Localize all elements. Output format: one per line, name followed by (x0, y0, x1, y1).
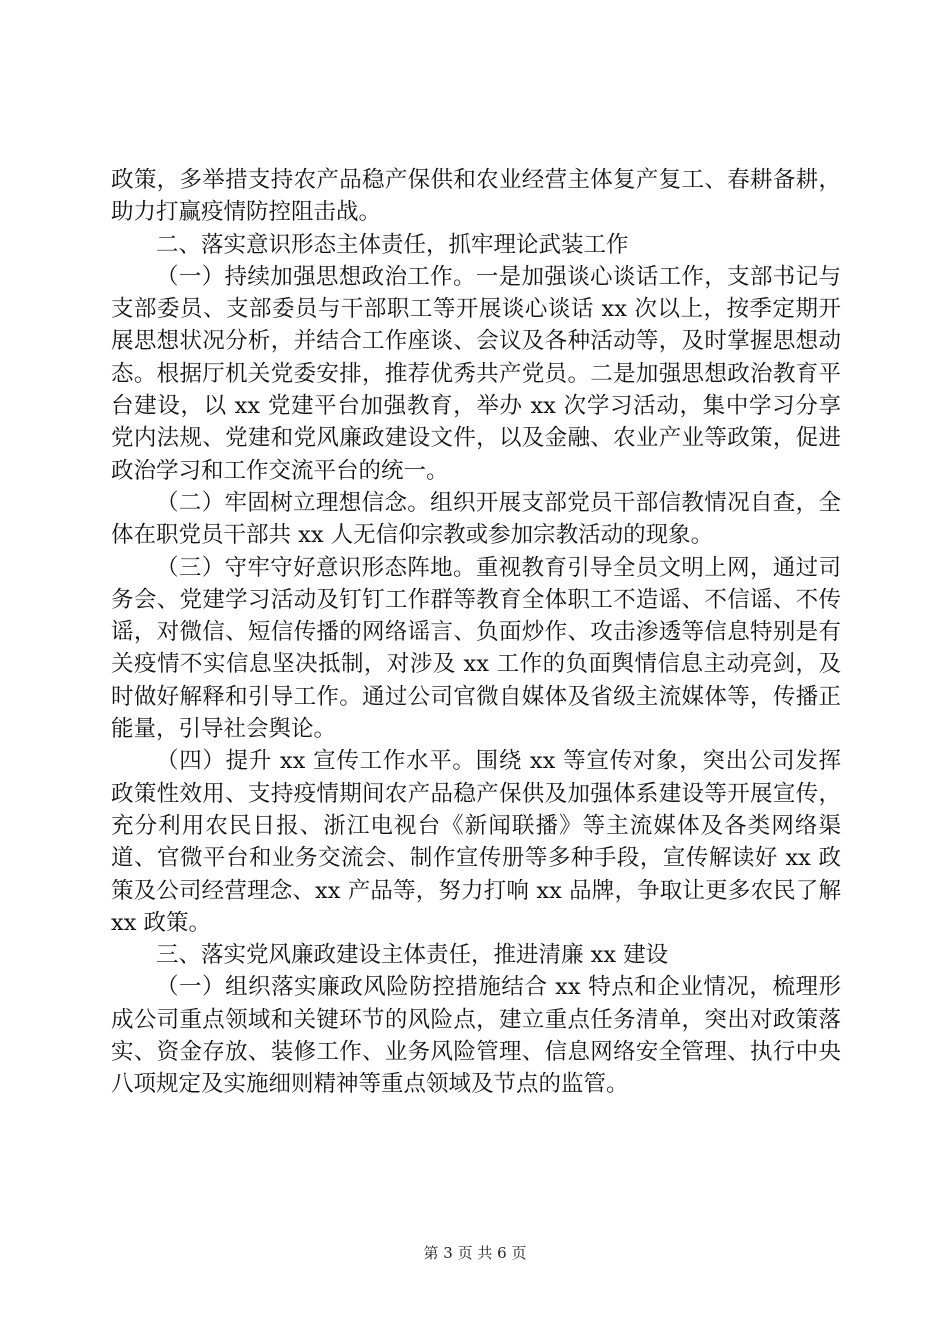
section-heading-3: 三、落实党风廉政建设主体责任，推进清廉 xx 建设 (156, 942, 669, 969)
paragraph-2-2: （二）牢固树立理想信念。组织开展支部党员干部信教情况自查，全体在职党员干部共 xx 人无信仰宗教或参加宗教活动的现象。 (111, 489, 841, 549)
paragraph-2-1: （一）持续加强思想政治工作。一是加强谈心谈话工作，支部书记与支部委员、支部委员与干部职工等开展谈心谈话 xx 次以上，按季定期开展思想状况分析，并结合工作座谈、会议及各种活动等，及时掌握思想动态。根据厅机关党委安排，推荐优秀共产党员。二是加强思想政治教育平台建设，以 xx 党建平台加强教育，举办 xx 次学习活动，集中学习分享党内法规、党建和党风廉政建设文件，以及金融、农业产业等政策，促进政治学习和工作交流平台的统一。 (111, 263, 841, 484)
section-heading-2: 二、落实意识形态主体责任，抓牢理论武装工作 (156, 231, 629, 258)
page-footer: 第 3 页 共 6 页 (423, 1244, 527, 1262)
document-body (111, 164, 841, 1101)
paragraph-2-4: （四）提升 xx 宣传工作水平。围绕 xx 等宣传对象，突出公司发挥政策性效用、支持疫情期间农产品稳产保供及加强体系建设等开展宣传，充分利用农民日报、浙江电视台《新闻联播》等主流媒体及各类网络渠道、官微平台和业务交流会、制作宣传册等多种手段，宣传解读好 xx 政策及公司经营理念、xx 产品等，努力打响 xx 品牌，争取让更多农民了解 xx 政策。 (111, 748, 841, 936)
paragraph-3-1: （一）组织落实廉政风险防控措施结合 xx 特点和企业情况，梳理形成公司重点领域和关键环节的风险点，建立重点任务清单，突出对政策落实、资金存放、装修工作、业务风险管理、信息网络安全管理、执行中央八项规定及实施细则精神等重点领域及节点的监管。 (111, 974, 841, 1098)
paragraph-continuation: 政策，多举措支持农产品稳产保供和农业经营主体复产复工、春耕备耕，助力打赢疫情防控阻击战。 (111, 167, 841, 226)
paragraph-2-3: （三）守牢守好意识形态阵地。重视教育引导全员文明上网，通过司务会、党建学习活动及钉钉工作群等教育全体职工不造谣、不信谣、不传谣，对微信、短信传播的网络谣言、负面炒作、攻击渗透等信息特别是有关疫情不实信息坚决抵制，对涉及 xx 工作的负面舆情信息主动亮剑，及时做好解释和引导工作。通过公司官微自媒体及省级主流媒体等，传播正能量，引导社会舆论。 (111, 554, 841, 743)
